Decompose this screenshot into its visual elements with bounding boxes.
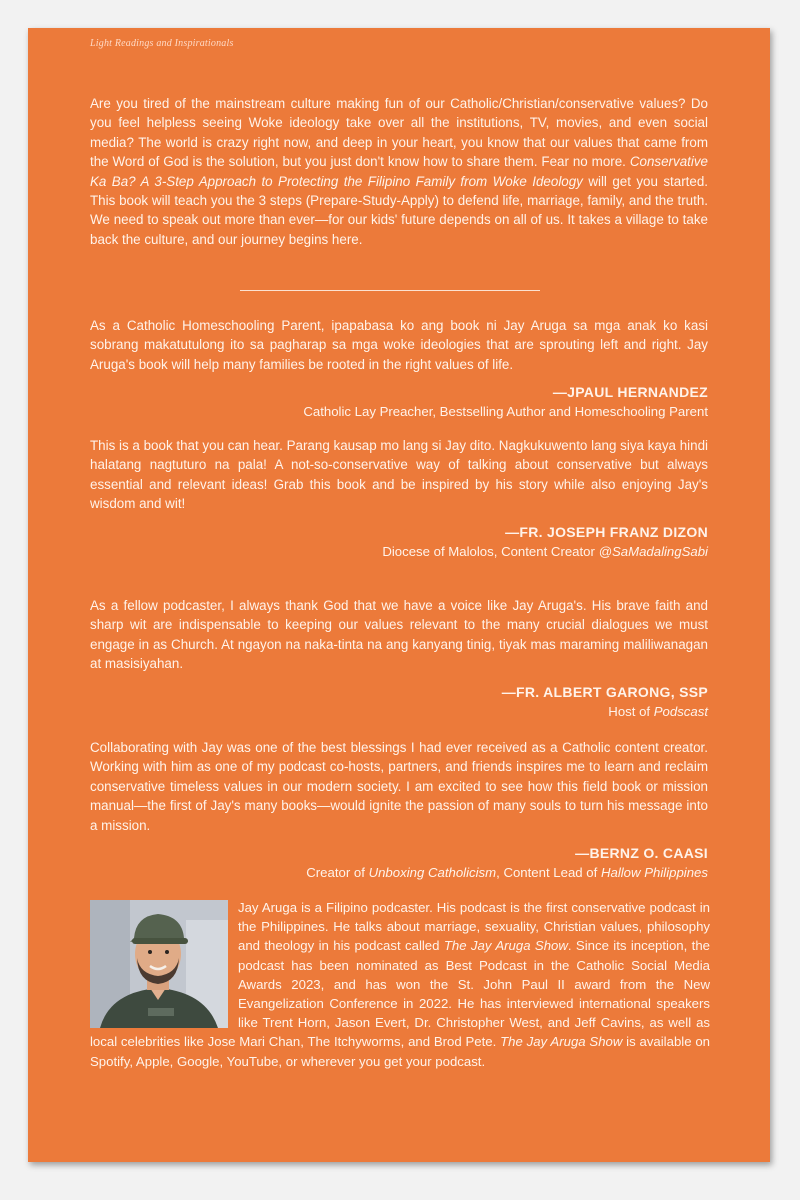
bio-text-1: Jay Aruga is a Filipino podcaster. His podcast is the first conservative podcast in the Philippines. He talks about marriage, sexuality, Christian values, philosophy and theology in his podcast called xyxy=(238,900,710,954)
author-title-text: Creator of xyxy=(306,865,369,881)
testimonial-author: —FR. ALBERT GARONG, SSP xyxy=(501,683,708,700)
author-title-text: Host of xyxy=(608,703,654,719)
author-bio xyxy=(90,898,710,1071)
testimonial-text: As a fellow podcaster, I always thank God that we have a voice like Jay Aruga's. His brave faith and sharp wit are indispensable to keeping our values relevant to the many crucial dialogues we must engage in as Church. At ngayon na naka-tinta na ang kanyang tinig, tiyak mas maraming maliliwanagan at masisiyahan. xyxy=(90,598,708,672)
testimonial-text: This is a book that you can hear. Parang kausap mo lang si Jay dito. Nagkukuwento lang siya kaya hindi halatang nagtuturo na pala! A not-so-conservative way of talking about conservative but always essential and relevant ideas! Grab this book and be inspired by his story while also enjoying Jay's wisdom and wit! xyxy=(90,438,708,512)
author-show: Podscast xyxy=(653,703,708,719)
blurb-text-2: will get you started. This book will teach you the 3 steps (Prepare-Study-Apply) to defend life, marriage, family, and the truth. We need to speak out more than ever—for our kids' future depends on all of us. It takes a village to take back the culture, and our journey begins here. xyxy=(90,173,708,247)
testimonial xyxy=(90,596,708,721)
testimonial xyxy=(90,738,708,882)
testimonial-author-title xyxy=(90,542,708,561)
show-title: The Jay Aruga Show xyxy=(500,1034,623,1050)
author-handle: @SaMadalingSabi xyxy=(598,543,708,559)
author-title-text: , Content Lead of xyxy=(496,865,601,881)
book-title: Conservative Ka Ba? A 3-Step Approach to Protecting the Filipino Family from Woke Ideology xyxy=(90,154,708,189)
author-title-text: Diocese of Malolos, Content Creator xyxy=(382,543,599,559)
divider-line xyxy=(240,290,540,291)
author-photo xyxy=(90,900,228,1028)
testimonial-author-title xyxy=(90,863,708,882)
blurb-text-1: Are you tired of the mainstream culture making fun of our Catholic/Christian/conservative values? Do you feel helpless seeing Woke ideology take over all the institutions, TV, movies, and even social media? The world is crazy right now, and deep in your heart, you know that our values that came from the Word of God is the solution, but you just don't know how to share them. Fear no more. xyxy=(90,96,708,170)
testimonial xyxy=(90,436,708,561)
testimonial-author-title xyxy=(90,702,708,721)
book-back-cover xyxy=(28,28,770,1162)
bio-text-2: . Since its inception, the podcast has been nominated as Best Podcast in the Catholic Social Media Awards 2023, and has won the St. John Paul II award from the New Evangelization Conference in 2022. He has interviewed international speakers like Trent Horn, Jason Evert, Dr. Christopher West, and Jeff Cavins, as well as local celebrities like Jose Mari Chan, The Itchyworms, and Brod Pete. xyxy=(90,938,710,1050)
series-label: Light Readings and Inspirationals xyxy=(90,38,234,49)
author-show: Unboxing Catholicism xyxy=(368,865,497,881)
testimonial-author-title: Catholic Lay Preacher, Bestselling Author and Homeschooling Parent xyxy=(303,404,708,420)
author-org: Hallow Philippines xyxy=(600,865,708,881)
testimonial-text: As a Catholic Homeschooling Parent, ipapabasa ko ang book ni Jay Aruga sa mga anak ko kasi sobrang makatutulong ito sa pagharap sa mga woke ideologies that are sprouting left and right. Jay Aruga's book will help many families be rooted in the right values of life. xyxy=(90,318,708,372)
bio-text-3: is available on Spotify, Apple, Google, YouTube, or wherever you get your podcast. xyxy=(90,1034,710,1069)
testimonial xyxy=(90,316,708,421)
book-blurb xyxy=(90,94,708,249)
testimonial-text: Collaborating with Jay was one of the best blessings I had ever received as a Catholic content creator. Working with him as one of my podcast co-hosts, partners, and friends inspires me to learn and reclaim conservative timeless values in our modern society. I am excited to see how this field book or mission manual—the first of Jay's many books—would ignite the passion of many souls to turn his message into a mission. xyxy=(90,740,708,833)
testimonial-author: —BERNZ O. CAASI xyxy=(575,845,708,862)
testimonial-author: —FR. JOSEPH FRANZ DIZON xyxy=(505,523,708,540)
show-title: The Jay Aruga Show xyxy=(443,938,568,954)
testimonial-author: —JPAUL HERNANDEZ xyxy=(552,384,708,401)
author-photo-image xyxy=(90,900,228,1028)
